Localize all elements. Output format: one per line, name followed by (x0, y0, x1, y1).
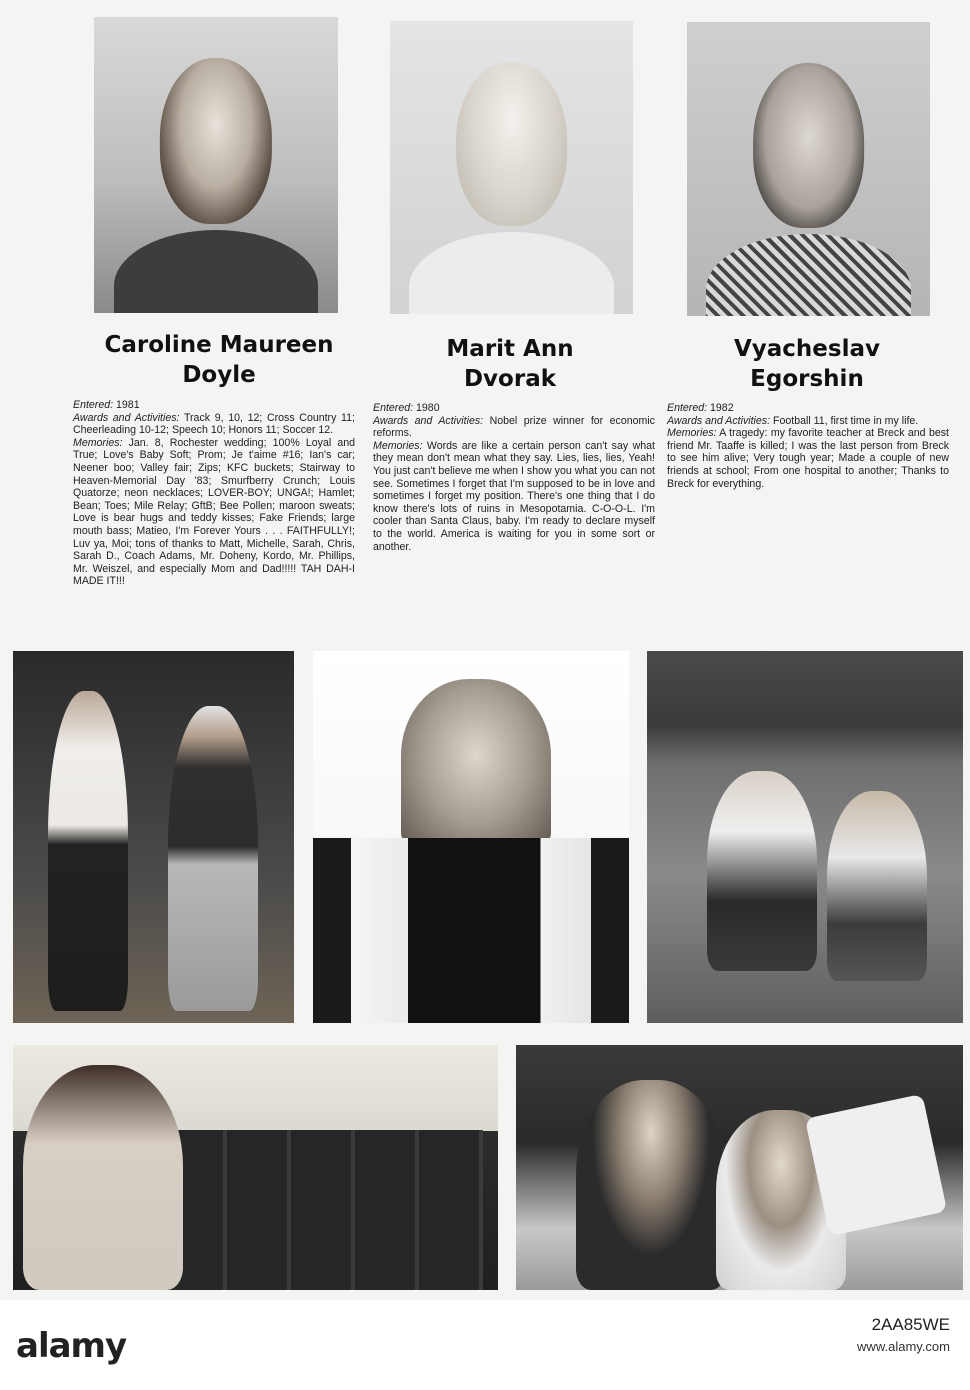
image-id: 2AA85WE (871, 1315, 950, 1334)
alamy-logo: alamy (16, 1326, 127, 1366)
person-figure (48, 691, 128, 1011)
awards-line: Awards and Activities: Nobel prize winner for economic reforms. (373, 414, 655, 440)
person-figure (23, 1065, 183, 1290)
portrait-photo-egorshin (687, 22, 930, 316)
person-figure (401, 679, 551, 849)
name-line-2: Egorshin (750, 366, 864, 392)
name-line-2: Doyle (182, 362, 256, 388)
candid-photo-lawn (647, 651, 963, 1023)
person-figure (827, 791, 927, 981)
memories-line: Memories: Jan. 8, Rochester wedding; 100% Loyal and True; Love's Baby Soft; Prom; Je t'aime #16; Ian's car; Neener boo; Valley fair; Zips; KFC buckets; Stairway to Heaven-Memorial Day '83; Smurfberry Crunch; Louis Quatorze; neon necklaces; LOVER-BOY; UNGA!; Hamlet; Bean; Toes; Mile Relay; GftB; Bee Pollen; maroon sweats; Love is bear hugs and teddy kisses; Fake Friends; large mouth bass; Matieo, I'm Forever Yours . . . FAITHFULLY!; Luv ya, Moi; tons of thanks to Matt, Michelle, Sarah, Chris, Sarah D., Coach Adams, Mr. Doheny, Kordo, Mr. Phillips, Mr. Weiszel, and especially Mom and Dad!!!!! TAH DAH-I MADE IT!!! (73, 436, 355, 588)
entered-line: Entered: 1980 (373, 402, 440, 414)
name-line-1: Caroline Maureen (104, 332, 334, 358)
towel-shoulders (313, 838, 629, 1023)
awards-line: Awards and Activities: Football 11, first time in my life. (667, 414, 919, 427)
student-bio-egorshin (667, 402, 949, 490)
memories-line: Memories: Words are like a certain person can't say what they mean don't mean what they say. Lies, lies, lies, Yeah! You just can't believe me when I show you what you can not see. Sometimes I forget that I'm supposed to be in love and sometimes I forget my position. There's one thing that I do know there's lots of ruins in Mesopotamia. C-O-O-L. I'm cooler than Santa Claus, baby. I'm ready to declare myself to the world. America is waiting for you in some sort or another. (373, 439, 655, 553)
awards-line: Awards and Activities: Track 9, 10, 12; Cross Country 11; Cheerleading 10-12; Speech 10; Honors 11; Soccer 12. (73, 411, 355, 437)
student-name-egorshin (666, 334, 948, 394)
student-name-doyle (74, 330, 364, 390)
person-figure (707, 771, 817, 971)
footer-meta (857, 1314, 950, 1358)
name-line-2: Dvorak (463, 366, 557, 392)
entered-line: Entered: 1981 (73, 399, 140, 411)
portrait-photo-doyle (94, 17, 338, 313)
student-bio-dvorak (373, 402, 655, 553)
candid-photo-lockers (13, 1045, 498, 1290)
memories-line: Memories: A tragedy: my favorite teacher at Breck and best friend Mr. Taaffe is killed; I was the last person from Breck to see him alive; Very tough year; Made a couple of new friends at school; From one hospital to another; Thanks to Breck for everything. (667, 427, 949, 490)
footer-url: www.alamy.com (857, 1339, 950, 1354)
entered-line: Entered: 1982 (667, 402, 734, 414)
name-line-1: Marit Ann (446, 336, 574, 362)
student-name-dvorak (370, 334, 650, 394)
stock-footer (0, 1300, 970, 1390)
person-figure (168, 706, 258, 1011)
student-bio-doyle (73, 399, 355, 588)
candid-photo-pillow (516, 1045, 963, 1290)
pillow (805, 1094, 947, 1236)
person-figure (353, 1120, 463, 1290)
portrait-photo-dvorak (390, 21, 633, 314)
name-line-1: Vyacheslav (733, 336, 880, 362)
person-figure (576, 1080, 726, 1290)
candid-photo-gym (13, 651, 294, 1023)
candid-photo-hair (313, 651, 629, 1023)
